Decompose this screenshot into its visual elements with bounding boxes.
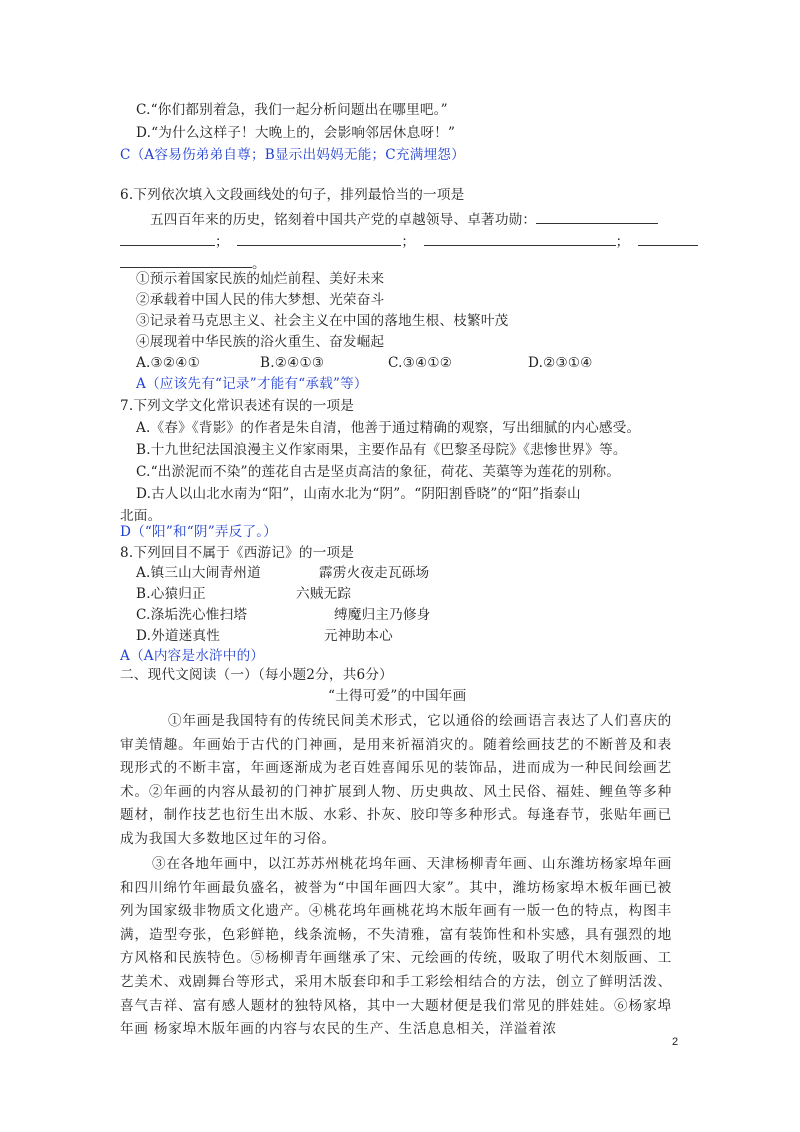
separator: ；	[401, 234, 416, 250]
q6-stem: 6.下列依次填入文段画线处的句子，排列最恰当的一项是	[120, 187, 465, 203]
q8-option-a-right: 霹雳火夜走瓦砾场	[319, 565, 430, 581]
q8-option-a-left: A.镇三山大闹青州道	[136, 565, 261, 581]
q8-option-b-right: 六贼无踪	[296, 586, 352, 602]
q7-option-d-cont: 北面。	[120, 508, 162, 524]
q6-item-3: ③记录着马克思主义、社会主义在中国的落地生根、枝繁叶茂	[136, 313, 509, 329]
q8-stem: 8.下列回目不属于《西游记》的一项是	[120, 545, 355, 561]
q7-option-a: A.《春》《背影》的作者是朱自清，他善于通过精确的观察，写出细腻的内心感受。	[136, 420, 641, 436]
q6-passage-line1	[150, 209, 658, 230]
fill-blank	[237, 231, 401, 246]
section-heading: 二、现代文阅读（一）（每小题2分，共6分）	[120, 667, 393, 683]
fill-blank	[120, 231, 215, 246]
separator: ；	[215, 234, 229, 250]
q5-option-c: C.“你们都别着急，我们一起分析问题出在哪里吧。”	[136, 102, 448, 118]
page-number: 2	[672, 1036, 679, 1048]
q7-option-b: B.十九世纪法国浪漫主义作家雨果，主要作品有《巴黎圣母院》《悲惨世界》等。	[136, 442, 627, 458]
q6-option-c: C.③④①②	[388, 355, 453, 371]
q8-answer: A（A内容是水浒中的）	[120, 648, 265, 664]
article-title: “土得可爱”的中国年画	[328, 688, 467, 704]
fill-blank	[120, 253, 252, 268]
q6-passage-line2	[120, 231, 698, 252]
q6-answer: A（应该先有“记录”才能有“承载”等）	[136, 376, 368, 392]
separator: ；	[615, 234, 630, 250]
q7-option-d: D.古人以山北水南为“阳”，山南水北为“阴”。“阴阳割昏晓”的“阳”指泰山	[136, 486, 581, 502]
q5-answer: C（A容易伤弟弟自尊；B显示出妈妈无能；C充满埋怨）	[120, 147, 465, 163]
q8-option-d-right: 元神助本心	[324, 628, 393, 644]
period: 。	[252, 256, 266, 272]
article-paragraph-2: ③在各地年画中，以江苏苏州桃花坞年画、天津杨柳青年画、山东潍坊杨家埠年画和四川绵竹年画最负盛名，被誉为“中国年画四大家”。其中，潍坊杨家埠木板年画已被列为国家级非物质文化遗产。④桃花坞年画桃花坞木版年画有一版一色的特点，构图丰满，造型夸张，色彩鲜艳，线条流畅，不失清雅，富有装饰性和朴实感，具有强烈的地方风格和民族特色。⑤杨柳青年画继承了宋、元绘画的传统，吸取了明代木刻版画、工艺美术、戏剧舞台等形式，采用木版套印和手工彩绘相结合的方法，创立了鲜明活泼、喜气吉祥、富有感人题材的独特风格，其中一大题材便是我们常见的胖娃娃。⑥杨家埠年画 杨家埠木版年画的内容与农民的生产、生活息息相关，洋溢着浓	[120, 856, 672, 1038]
q7-stem: 7.下列文学文化常识表述有误的一项是	[120, 398, 355, 414]
q7-option-c: C.“出淤泥而不染”的莲花自古是坚贞高洁的象征，荷花、芙蕖等为莲花的别称。	[136, 464, 621, 480]
article-paragraph-1: ①年画是我国特有的传统民间美术形式，它以通俗的绘画语言表达了人们喜庆的审美情趣。年画始于古代的门神画，是用来祈福消灾的。随着绘画技艺的不断普及和表现形式的不断丰富，年画逐渐成为老百姓喜闻乐见的装饰品，进而成为一种民间绘画艺术。②年画的内容从最初的门神扩展到人物、历史典故、风土民俗、福娃、鲤鱼等多种题材，制作技艺也衍生出木版、水彩、扑灰、胶印等多种形式。每逢春节，张贴年画已成为我国大多数地区过年的习俗。	[120, 713, 672, 847]
fill-blank	[638, 231, 698, 246]
fill-blank	[536, 209, 658, 224]
q6-option-d: D.②③①④	[528, 355, 593, 371]
q7-answer: D（“阳”和“阴”弄反了。）	[120, 524, 278, 540]
q6-item-2: ②承载着中国人民的伟大梦想、光荣奋斗	[136, 292, 385, 308]
q8-option-b-left: B.心猿归正	[136, 586, 206, 602]
q6-option-a: A.③②④①	[136, 355, 201, 371]
q6-passage: 五四百年来的历史，铭刻着中国共产党的卓越领导、卓著功勋：	[150, 212, 537, 228]
q8-option-d-left: D.外道迷真性	[136, 628, 221, 644]
q8-option-c-right: 缚魔归主乃修身	[334, 607, 431, 623]
fill-blank	[424, 231, 616, 246]
q8-option-c-left: C.涤垢洗心惟扫塔	[136, 607, 248, 623]
q5-option-d: D.“为什么这样子！大晚上的，会影响邻居休息呀！”	[136, 125, 456, 141]
q6-option-b: B.②④①③	[260, 355, 325, 371]
q6-item-4: ④展现着中华民族的浴火重生、奋发崛起	[136, 334, 385, 350]
q6-item-1: ①预示着国家民族的灿烂前程、美好未来	[136, 271, 385, 287]
